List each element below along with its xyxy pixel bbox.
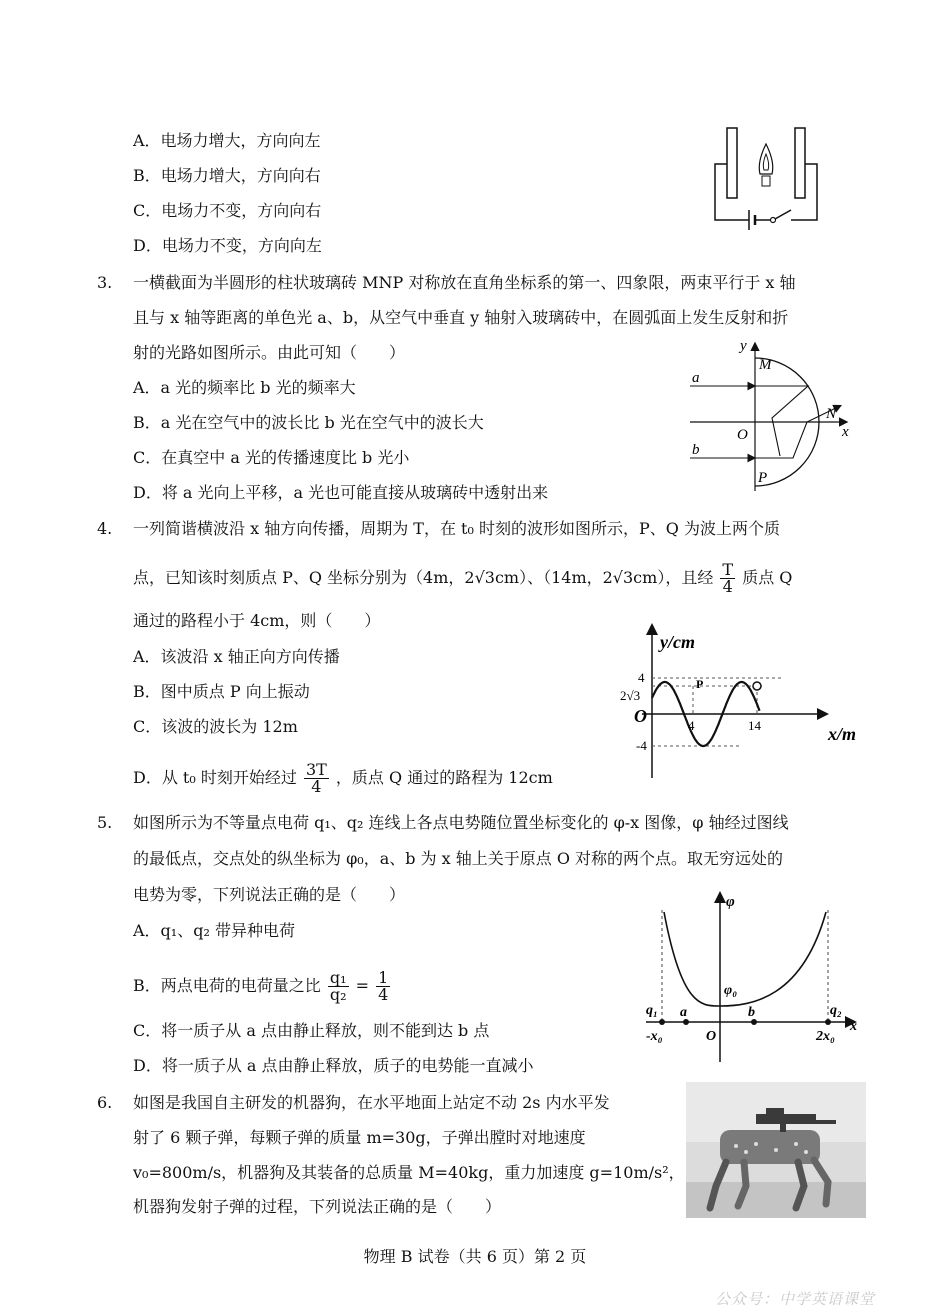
q4-fraction-t4 — [720, 562, 735, 595]
q4-option-c: C．该波的波长为 12m — [133, 717, 298, 736]
fig4-tick-x4: 4 — [688, 718, 695, 733]
q3-option-d: D．将 a 光向上平移，a 光也可能直接从玻璃砖中透射出来 — [133, 483, 549, 502]
frac-num: 1 — [378, 968, 389, 987]
frac-den: 4 — [378, 985, 389, 1004]
q4-option-d-a: D．从 t₀ 时刻开始经过 — [133, 768, 297, 787]
q5-option-b — [133, 970, 392, 1003]
q3-stem-line3: 射的光路如图所示。由此可知（ ） — [133, 343, 406, 362]
q5-option-c: C．将一质子从 a 点由静止释放，则不能到达 b 点 — [133, 1021, 490, 1040]
q5-stem-line2: 的最低点，交点处的纵坐标为 φ₀，a、b 为 x 轴上关于原点 O 对称的两个点。取无穷远处的 — [133, 849, 784, 868]
q4-stem-line1: 一列简谐横波沿 x 轴方向传播，周期为 T，在 t₀ 时刻的波形如图所示，P、Q 为波上两个质 — [133, 519, 780, 538]
q4-option-a: A．该波沿 x 轴正向方向传播 — [133, 647, 340, 666]
fig4-label-x: x/m — [828, 724, 857, 744]
fig5-label-2x0: 2x₀ — [816, 1029, 835, 1044]
frac-den: 4 — [722, 577, 733, 596]
q3-stem-line2: 且与 x 轴等距离的单色光 a、b，从空气中垂直 y 轴射入玻璃砖中，在圆弧面上发生反射和折 — [133, 308, 789, 327]
phi-curve — [664, 912, 826, 1006]
right-plate — [795, 128, 805, 198]
fig3-label-n: N — [826, 406, 837, 422]
fig5-label-q1: q₁ — [646, 1003, 658, 1018]
q5-fraction-ratio — [376, 970, 390, 1003]
q4-stem-line2 — [133, 562, 792, 595]
watermark: 公众号：中学英语课堂 — [715, 1290, 876, 1308]
q2-figure — [705, 122, 845, 234]
fig3-label-y: y — [740, 338, 747, 354]
q5-option-a: A．q₁、q₂ 带异种电荷 — [133, 921, 295, 940]
page-footer: 物理 B 试卷（共 6 页）第 2 页 — [363, 1247, 587, 1266]
fig5-label-nx0: -x₀ — [646, 1029, 663, 1044]
fig5-label-b: b — [748, 1005, 755, 1020]
fig5-label-phi: φ — [726, 894, 735, 910]
fig3-label-b: b — [692, 442, 700, 458]
fig4-tick-4: 4 — [638, 670, 645, 685]
frac-num: 3T — [305, 760, 327, 779]
q5-stem-line1: 如图所示为不等量点电荷 q₁、q₂ 连线上各点电势随位置坐标变化的 φ-x 图像，φ 轴经过图线 — [133, 813, 789, 832]
fig4-tick-2r3: 2√3 — [620, 688, 641, 703]
q4-fraction-3t4 — [304, 762, 329, 795]
q2-option-c: C．电场力不变，方向向右 — [133, 201, 322, 220]
fig5-label-x: x — [850, 1019, 857, 1034]
robot-dog-photo — [686, 1082, 866, 1218]
q4-option-d-b: ，质点 Q 通过的路程为 12cm — [335, 768, 553, 787]
fig4-tick-x14: 14 — [748, 718, 761, 733]
q3-option-c: C．在真空中 a 光的传播速度比 b 光小 — [133, 448, 410, 467]
q5-option-d: D．将一质子从 a 点由静止释放，质子的电势能一直减小 — [133, 1056, 534, 1075]
fig4-label-y: y/cm — [660, 632, 695, 652]
q3-option-b: B．a 光在空气中的波长比 b 光在空气中的波长大 — [133, 413, 484, 432]
q4-figure — [612, 618, 868, 786]
frac-num: T — [722, 560, 734, 579]
q3-number: 3. — [97, 273, 113, 292]
q5-number: 5. — [97, 813, 113, 832]
q2-option-d: D．电场力不变，方向向左 — [133, 236, 322, 255]
q6-stem-line1: 如图是我国自主研发的机器狗，在水平地面上站定不动 2s 内水平发 — [133, 1093, 610, 1112]
fig4-label-o: O — [634, 706, 647, 726]
q4-stem-line2-b: 质点 Q — [742, 568, 793, 587]
fig5-label-phi0: φ₀ — [724, 983, 738, 998]
q3-stem-line1: 一横截面为半圆形的柱状玻璃砖 MNP 对称放在直角坐标系的第一、四象限，两束平行于 x 轴 — [133, 273, 796, 292]
fig4-label-p: P — [696, 677, 704, 691]
q2-option-a: A．电场力增大，方向向左 — [133, 131, 321, 150]
fig5-label-o: O — [706, 1029, 717, 1044]
q5-figure — [642, 888, 864, 1064]
fig3-label-o: O — [737, 427, 748, 443]
q4-stem-line2-a: 点，已知该时刻质点 P、Q 坐标分别为（4m，2√3cm）、（14m，2√3cm），且经 — [133, 568, 714, 587]
switch-icon — [771, 218, 776, 223]
fig3-label-m: M — [759, 357, 772, 373]
point-q — [753, 682, 761, 690]
q6-stem-line4: 机器狗发射子弹的过程，下列说法正确的是（ ） — [133, 1197, 502, 1216]
fig5-label-q2: q₂ — [830, 1003, 842, 1018]
fig5-label-a: a — [680, 1005, 687, 1020]
q6-stem-line2: 射了 6 颗子弹，每颗子弹的质量 m=30g，子弹出膛时对地速度 — [133, 1128, 586, 1147]
fig4-tick-n4: -4 — [636, 738, 647, 753]
frac-den: q₂ — [329, 985, 347, 1004]
q6-stem-line3: v₀=800m/s，机器狗及其装备的总质量 M=40kg，重力加速度 g=10m/s²， — [133, 1163, 685, 1182]
fig3-label-p: P — [758, 470, 768, 486]
q3-figure — [680, 336, 860, 496]
left-plate — [727, 128, 737, 198]
fig3-label-x: x — [842, 424, 849, 440]
frac-den: 4 — [311, 777, 322, 796]
q4-option-b: B．图中质点 P 向上振动 — [133, 682, 310, 701]
q2-option-b: B．电场力增大，方向向右 — [133, 166, 321, 185]
q5-option-b-a: B．两点电荷的电荷量之比 — [133, 976, 321, 995]
q5-fraction-q — [328, 970, 349, 1003]
q5-equals: = — [355, 976, 370, 995]
q4-option-d — [133, 762, 553, 795]
q4-stem-line3: 通过的路程小于 4cm，则（ ） — [133, 611, 381, 630]
q4-number: 4. — [97, 519, 113, 538]
q6-number: 6. — [97, 1093, 113, 1112]
frac-num: q₁ — [329, 968, 347, 987]
q3-option-a: A．a 光的频率比 b 光的频率大 — [133, 378, 356, 397]
fig3-label-a: a — [692, 370, 700, 386]
q5-stem-line3: 电势为零，下列说法正确的是（ ） — [133, 885, 406, 904]
